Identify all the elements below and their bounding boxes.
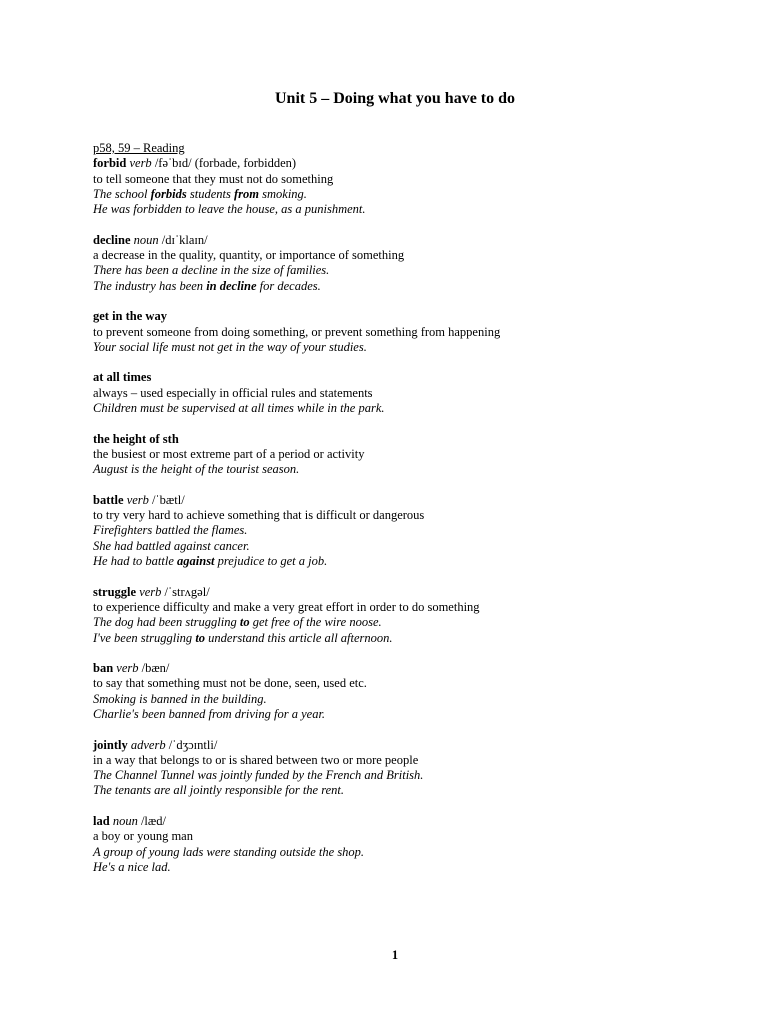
part-of-speech: noun — [112, 814, 138, 829]
collocation-highlight: to — [239, 615, 250, 630]
entries-container — [93, 156, 713, 875]
definition: always – used especially in official rules and statements — [93, 385, 373, 400]
example-text: students — [186, 186, 234, 201]
definition: to experience difficulty and make a very great effort in order to do something — [93, 599, 480, 614]
example-sentence — [93, 631, 713, 646]
example-sentence — [93, 783, 713, 798]
headword: struggle — [93, 584, 137, 599]
example-sentence — [93, 615, 713, 630]
example-sentence — [93, 768, 713, 783]
example-sentence — [93, 401, 713, 416]
definition: a decrease in the quality, quantity, or importance of something — [93, 248, 405, 263]
example-text: The Channel Tunnel was jointly funded by the French and British. — [93, 768, 424, 783]
part-of-speech: verb — [139, 584, 162, 599]
example-text: Your social life must not get in the way of your studies. — [93, 339, 367, 354]
definition: to prevent someone from doing something, or prevent something from happening — [93, 324, 501, 339]
headword: ban — [93, 661, 114, 676]
part-of-speech: verb — [116, 661, 139, 676]
example-text: Firefighters battled the flames. — [93, 523, 248, 538]
pronunciation: /ˈdʒɔɪntli/ — [165, 737, 218, 752]
headword-line — [93, 585, 713, 600]
definition: a boy or young man — [93, 829, 193, 844]
headword: forbid — [93, 156, 127, 171]
example-text: August is the height of the tourist season. — [93, 462, 300, 477]
part-of-speech: verb — [129, 156, 152, 171]
collocation-highlight: forbids — [150, 186, 187, 201]
example-sentence — [93, 279, 713, 294]
page-number: 1 — [391, 948, 399, 962]
example-text: The tenants are all jointly responsible for the rent. — [93, 783, 345, 798]
headword-line — [93, 738, 713, 753]
collocation-highlight: from — [234, 186, 259, 201]
headword-line — [93, 156, 713, 171]
example-text: The dog had been struggling — [93, 615, 240, 630]
headword: get in the way — [93, 309, 167, 324]
definition: to tell someone that they must not do something — [93, 171, 334, 186]
page-title: Unit 5 – Doing what you have to do — [274, 90, 516, 107]
headword-line — [93, 432, 713, 447]
headword-line — [93, 233, 713, 248]
headword: lad — [93, 814, 110, 829]
example-text: Smoking is banned in the building. — [93, 691, 267, 706]
headword-line — [93, 814, 713, 829]
collocation-highlight: to — [195, 630, 206, 645]
example-sentence — [93, 523, 713, 538]
example-sentence — [93, 554, 713, 569]
example-text: The industry has been — [93, 278, 207, 293]
example-text: She had battled against cancer. — [93, 538, 250, 553]
vocab-entry — [93, 233, 713, 294]
section-heading: p58, 59 – Reading — [93, 141, 185, 155]
vocab-entry — [93, 309, 713, 355]
example-text: understand this article all afternoon. — [205, 630, 393, 645]
headword: decline — [93, 232, 131, 247]
collocation-highlight: in decline — [206, 278, 257, 293]
example-text: There has been a decline in the size of families. — [93, 263, 330, 278]
headword-line — [93, 661, 713, 676]
example-text: The school — [93, 186, 151, 201]
example-text: Charlie's been banned from driving for a year. — [93, 706, 326, 721]
example-text: He had to battle — [93, 554, 178, 569]
example-sentence — [93, 707, 713, 722]
example-sentence — [93, 187, 713, 202]
example-text: A group of young lads were standing outside the shop. — [93, 844, 365, 859]
example-text: for decades. — [256, 278, 321, 293]
example-sentence — [93, 202, 713, 217]
example-sentence — [93, 845, 713, 860]
collocation-highlight: against — [177, 554, 215, 569]
part-of-speech: adverb — [130, 737, 166, 752]
vocab-entry — [93, 493, 713, 569]
example-sentence — [93, 263, 713, 278]
part-of-speech: noun — [133, 232, 159, 247]
example-sentence — [93, 692, 713, 707]
pronunciation: /bæn/ — [138, 661, 170, 676]
headword: battle — [93, 492, 124, 507]
vocab-entry — [93, 370, 713, 416]
definition: in a way that belongs to or is shared between two or more people — [93, 752, 419, 767]
headword-line — [93, 493, 713, 508]
part-of-speech: verb — [126, 492, 149, 507]
pronunciation: /dɪˈklaɪn/ — [158, 232, 208, 247]
pronunciation: /fəˈbɪd/ (forbade, forbidden) — [151, 156, 297, 171]
vocab-entry — [93, 585, 713, 646]
example-text: Children must be supervised at all times while in the park. — [93, 401, 385, 416]
example-text: He's a nice lad. — [93, 859, 171, 874]
vocab-entry — [93, 738, 713, 799]
pronunciation: /ˈbætl/ — [148, 492, 185, 507]
pronunciation: /læd/ — [137, 814, 166, 829]
headword: jointly — [93, 737, 128, 752]
example-text: He was forbidden to leave the house, as a punishment. — [93, 202, 366, 217]
example-text: smoking. — [259, 186, 307, 201]
definition: to try very hard to achieve something that is difficult or dangerous — [93, 508, 425, 523]
definition: the busiest or most extreme part of a period or activity — [93, 446, 365, 461]
headword-line — [93, 370, 713, 385]
example-sentence — [93, 340, 713, 355]
vocabulary-list — [93, 141, 713, 891]
example-text: get free of the wire noose. — [249, 615, 382, 630]
example-text: prejudice to get a job. — [214, 554, 328, 569]
vocab-entry — [93, 661, 713, 722]
pronunciation: /ˈstrʌgəl/ — [161, 584, 210, 599]
headword: at all times — [93, 370, 152, 385]
example-sentence — [93, 539, 713, 554]
headword: the height of sth — [93, 431, 179, 446]
definition: to say that something must not be done, seen, used etc. — [93, 676, 367, 691]
example-sentence — [93, 462, 713, 477]
example-sentence — [93, 860, 713, 875]
vocab-entry — [93, 432, 713, 478]
headword-line — [93, 309, 713, 324]
vocab-entry — [93, 156, 713, 217]
example-text: I've been struggling — [93, 630, 196, 645]
vocab-entry — [93, 814, 713, 875]
